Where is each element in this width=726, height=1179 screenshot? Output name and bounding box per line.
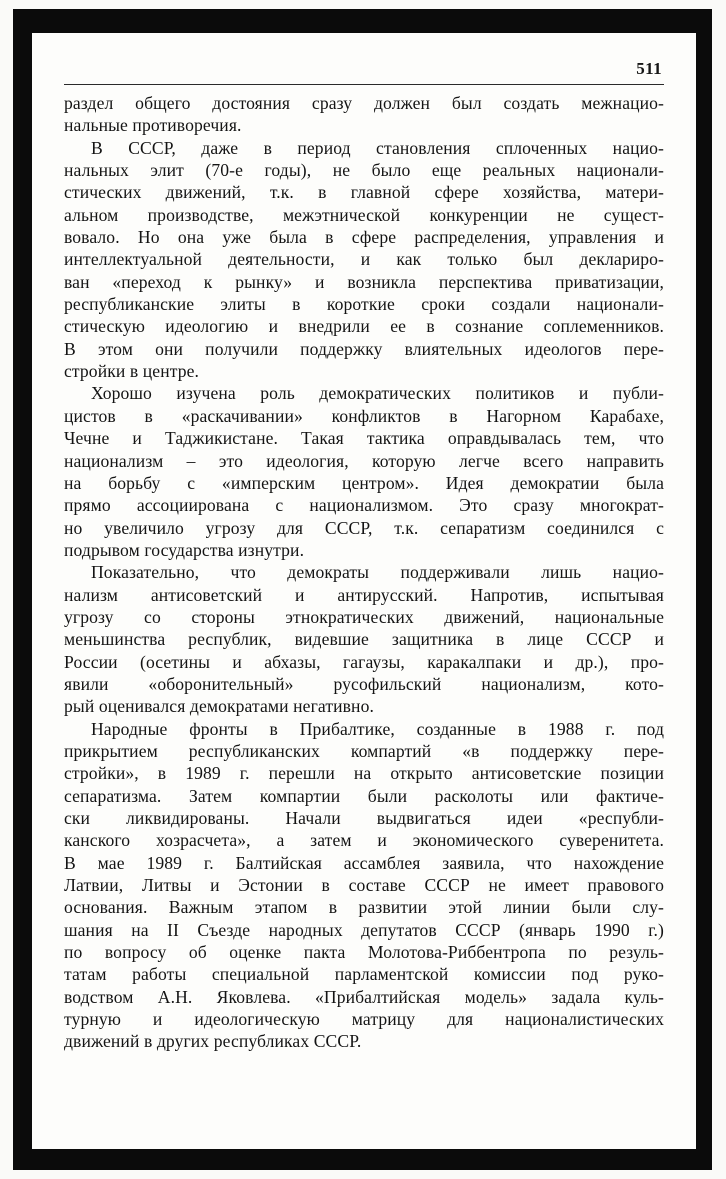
text-line: прикрытием республиканских компартий «в поддержку пере- bbox=[64, 740, 664, 761]
text-line: стройки в центре. bbox=[64, 361, 200, 382]
text-line: В СССР, даже в период становления сплоченных нацио- bbox=[91, 137, 664, 158]
text-line: канского хозрасчета», а затем и экономического суверенитета. bbox=[64, 830, 664, 851]
text-line: вовало. Но она уже была в сфере распределения, управления и bbox=[64, 227, 664, 248]
text-line: Народные фронты в Прибалтике, созданные в 1988 г. под bbox=[91, 718, 664, 739]
text-line: движений в других республиках СССР. bbox=[64, 1031, 362, 1052]
scanned-page-frame bbox=[13, 9, 712, 1170]
text-line: Латвии, Литвы и Эстонии в составе СССР не имеет правового bbox=[64, 875, 664, 896]
text-line: основания. Важным этапом в развитии этой линии были слу- bbox=[64, 897, 664, 918]
text-line: республиканские элиты в короткие сроки создали национали- bbox=[64, 294, 664, 315]
text-line: нализм антисоветский и антирусский. Напротив, испытывая bbox=[64, 584, 664, 605]
text-line: интеллектуальной деятельности, и как только был деклариро- bbox=[64, 249, 664, 270]
text-line: России (осетины и абхазы, гагаузы, каракалпаки и др.), про- bbox=[64, 651, 664, 672]
text-line: ски ликвидированы. Начали выдвигаться идеи «республи- bbox=[64, 808, 664, 828]
text-line: раздел общего достояния сразу должен был создать межнацио- bbox=[64, 93, 664, 113]
text-line: рый оценивался демократами негативно. bbox=[64, 696, 374, 717]
text-line: на борьбу с «имперским центром». Идея демократии была bbox=[64, 472, 664, 493]
text-line: водством А.Н. Яковлева. «Прибалтийская модель» задала куль- bbox=[64, 986, 664, 1007]
text-line: шания на II Съезде народных депутатов СССР (январь 1990 г.) bbox=[64, 919, 664, 940]
text-line: цистов в «раскачивании» конфликтов в Нагорном Карабахе, bbox=[64, 405, 664, 426]
text-line: Чечне и Таджикистане. Такая тактика оправдывалась тем, что bbox=[64, 428, 664, 449]
book-page bbox=[32, 33, 696, 1149]
text-line: по вопросу об оценке пакта Молотова-Риббентропа по резуль- bbox=[64, 942, 664, 963]
text-line: прямо ассоциирована с национализмом. Это сразу многократ- bbox=[64, 495, 664, 516]
header-rule bbox=[64, 84, 664, 85]
text-line: стическую идеологию и внедрили ее в сознание соплеменников. bbox=[64, 316, 664, 337]
text-line: В мае 1989 г. Балтийская ассамблея заявила, что нахождение bbox=[64, 852, 664, 873]
text-line: В этом они получили поддержку влиятельных идеологов пере- bbox=[64, 338, 664, 359]
text-line: нальные противоречия. bbox=[64, 115, 242, 136]
text-line: меньшинства республик, видевшие защитника в лице СССР и bbox=[64, 629, 664, 650]
text-line: но увеличило угрозу для СССР, т.к. сепаратизм соединился с bbox=[64, 517, 664, 538]
text-line: татам работы специальной парламентской комиссии под руко- bbox=[64, 964, 664, 985]
page-body bbox=[64, 92, 664, 1053]
page-number: 511 bbox=[636, 59, 662, 78]
text-line: турную и идеологическую матрицу для националистических bbox=[64, 1009, 664, 1030]
text-line: стических движений, т.к. в главной сфере хозяйства, матери- bbox=[64, 182, 664, 203]
text-line: альном производстве, межэтнической конкуренции не сущест- bbox=[64, 204, 664, 225]
text-line: ван «переход к рынку» и возникла перспектива приватизации, bbox=[64, 271, 664, 292]
text-line: подрывом государства изнутри. bbox=[64, 539, 305, 560]
text-line: нальных элит (70-е годы), не было еще реальных национали- bbox=[64, 160, 664, 181]
text-line: стройки», в 1989 г. перешли на открыто антисоветские позиции bbox=[64, 763, 664, 784]
text-line: явили «оборонительный» русофильский национализм, кото- bbox=[64, 673, 664, 694]
text-line: Хорошо изучена роль демократических политиков и публи- bbox=[91, 383, 664, 404]
text-line: сепаратизма. Затем компартии были расколоты или фактиче- bbox=[64, 785, 664, 806]
text-line: угрозу со стороны этнократических движений, национальные bbox=[64, 606, 664, 627]
text-line: Показательно, что демократы поддерживали лишь нацио- bbox=[91, 562, 664, 583]
text-line: национализм – это идеология, которую легче всего направить bbox=[64, 450, 664, 471]
